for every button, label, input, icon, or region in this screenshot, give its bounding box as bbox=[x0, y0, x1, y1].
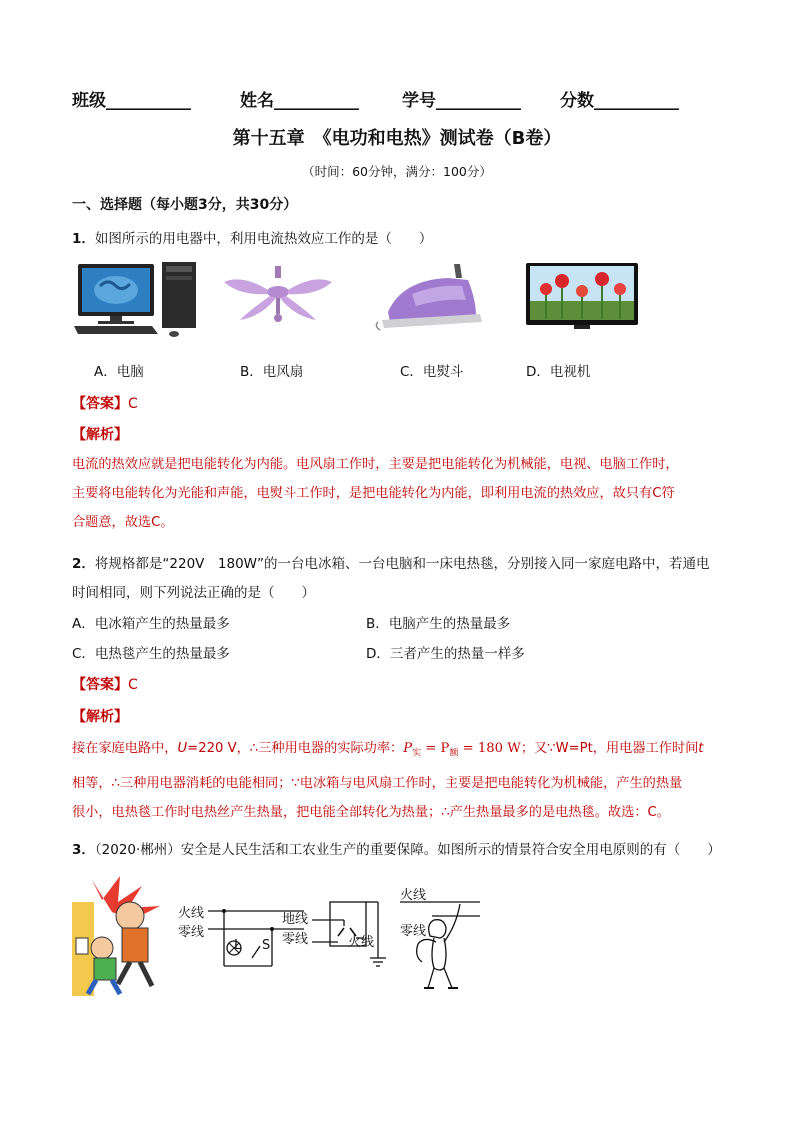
q1-option-d[interactable]: D．电视机 bbox=[526, 364, 591, 380]
q1-explanation: 电流的热效应就是把电能转化为内能。电风扇工作时，主要是把电能转化为机械能，电视、电脑工作时， 主要将电能转化为光能和声能，电熨斗工作时，是把电能转化为内能，即利用电流的热效应，故只有C符 合题意，故选C。 bbox=[72, 457, 679, 530]
section-heading: 一、选择题（每小题3分，共30分） bbox=[72, 197, 298, 213]
q2-analysis-label: 【解析】 bbox=[72, 709, 128, 725]
class-field: 班级__________ bbox=[72, 91, 191, 111]
circuit-d-neutral-label: 零线 bbox=[400, 924, 427, 939]
lamp-label: L bbox=[234, 938, 242, 953]
page-subtitle: （时间：60分钟，满分：100分） bbox=[302, 164, 492, 179]
q1-option-a[interactable]: A．电脑 bbox=[94, 364, 144, 380]
page-title: 第十五章 《电功和电热》测试卷（B卷） bbox=[232, 128, 562, 149]
q2-option-d[interactable]: D．三者产生的热量一样多 bbox=[366, 646, 525, 662]
q1-option-c[interactable]: C．电熨斗 bbox=[400, 364, 464, 380]
circuit-c-live-label: 火线 bbox=[348, 935, 375, 950]
score-field: 分数__________ bbox=[560, 91, 679, 111]
children-socket-image bbox=[72, 872, 170, 996]
television-image bbox=[526, 263, 638, 331]
student-id-field: 学号__________ bbox=[402, 91, 521, 111]
q1-answer: 【答案】C bbox=[72, 396, 138, 412]
ceiling-fan-image bbox=[222, 266, 334, 332]
q1-analysis-label: 【解析】 bbox=[72, 427, 128, 443]
circuit-d-live-label: 火线 bbox=[400, 888, 427, 903]
switch-label: S bbox=[262, 938, 271, 953]
question-3: 3．（2020·郴州）安全是人民生活和工农业生产的重要保障。如图所示的情景符合安全用电原则的有（ ） bbox=[72, 842, 721, 858]
electric-iron-image bbox=[372, 260, 490, 338]
person-touching-wire-diagram bbox=[400, 896, 480, 992]
student-info-row bbox=[72, 86, 722, 111]
computer-image bbox=[72, 258, 200, 338]
q2-explanation: 接在家庭电路中，U=220 V，∴三种用电器的实际功率：$P_实 = P_额 = 180$ W；又∵W=Pt，用电器工作时间t 相等，∴三种用电器消耗的电能相同；∵电冰箱与电风扇工作时，主要是把电能转化为机械能，产生的热量 很小，电热毯工作时电热丝产生热量，把电能全部转化为热量；∴产生热量最多的是电热毯。故选：C。 bbox=[72, 741, 704, 820]
q2-option-a[interactable]: A．电冰箱产生的热量最多 bbox=[72, 616, 230, 632]
q2-answer: 【答案】C bbox=[72, 677, 138, 693]
q2-option-b[interactable]: B．电脑产生的热量最多 bbox=[366, 616, 511, 632]
power-formula: $P_实 = P_额 = 180$ W bbox=[403, 741, 521, 759]
question-1: 1．如图所示的用电器中，利用电流热效应工作的是（ ） bbox=[72, 231, 433, 247]
q2-option-c[interactable]: C．电热毯产生的热量最多 bbox=[72, 646, 230, 662]
circuit-b-labels: 火线 零线 bbox=[178, 906, 205, 940]
question-2: 2．将规格都是“220V 180W”的一台电冰箱、一台电脑和一床电热毯，分别接入同一家庭电路中，若通电 时间相同，则下列说法正确的是（ ） bbox=[72, 556, 710, 601]
q1-option-b[interactable]: B．电风扇 bbox=[240, 364, 304, 380]
name-field: 姓名__________ bbox=[240, 91, 359, 111]
circuit-c-labels-left: 地线 零线 bbox=[282, 912, 309, 947]
